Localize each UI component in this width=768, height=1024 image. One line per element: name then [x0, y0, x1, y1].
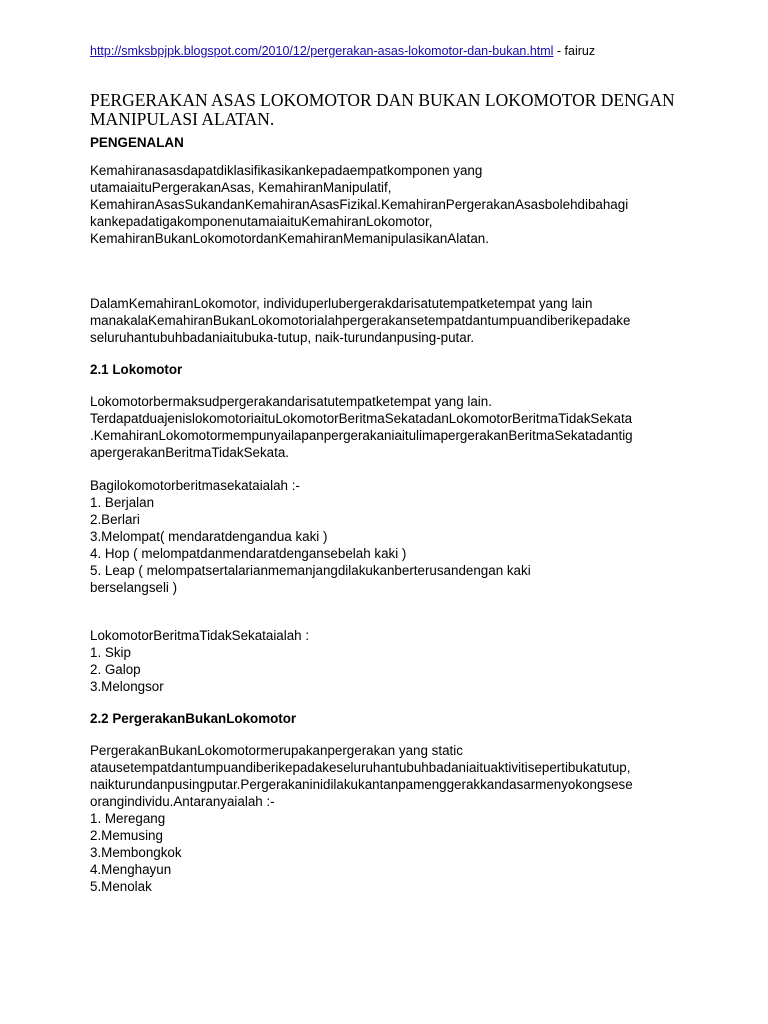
text-line: seluruhantubuhbadaniaitubuka-tutup, naik-turundanpusing-putar.	[90, 330, 475, 345]
text-line: utamaiaituPergerakanAsas, KemahiranManipulatif,	[90, 180, 392, 195]
section-2-heading: 2.2 PergerakanBukanLokomotor	[90, 711, 297, 726]
list-item: 3.Melompat( mendaratdengandua kaki )	[90, 529, 328, 544]
list-item: 2.Memusing	[90, 828, 163, 843]
text-line: .KemahiranLokomotormempunyailapanpergerakaniaitulimapergerakanBeritmaSekatadantig	[90, 428, 633, 443]
text-line: apergerakanBeritmaTidakSekata.	[90, 445, 289, 460]
intro-paragraph-1	[90, 162, 690, 247]
document-title: PERGERAKAN ASAS LOKOMOTOR DAN BUKAN LOKOMOTOR DENGAN MANIPULASI ALATAN.	[90, 90, 675, 129]
source-header	[90, 44, 595, 58]
list-item: 3.Membongkok	[90, 845, 182, 860]
author-label: - fairuz	[553, 44, 596, 58]
text-line: manakalaKemahiranBukanLokomotorialahpergerakansetempatdantumpuandiberikepadake	[90, 313, 631, 328]
list-item: 2. Galop	[90, 662, 141, 677]
list-item: 4. Hop ( melompatdanmendaratdengansebelah kaki )	[90, 546, 407, 561]
nonrhythmic-list	[90, 627, 690, 695]
list-intro: Bagilokomotorberitmasekataialah :-	[90, 478, 300, 493]
text-line: kankepadatigakomponenutamaiaituKemahiranLokomotor,	[90, 214, 433, 229]
text-line: naikturundanpusingputar.Pergerakaninidilakukantanpamenggerakkandasarmenyokongsese	[90, 777, 633, 792]
text-line: DalamKemahiranLokomotor, individuperlubergerakdarisatutempatketempat yang lain	[90, 296, 593, 311]
list-item: 5.Menolak	[90, 879, 152, 894]
text-line: atausetempatdantumpuandiberikepadakeseluruhantubuhbadaniaituaktivitisepertibukatutup,	[90, 760, 631, 775]
section-1-paragraph	[90, 393, 690, 461]
intro-paragraph-2	[90, 295, 690, 346]
section-1-heading: 2.1 Lokomotor	[90, 362, 183, 377]
source-link[interactable]: http://smksbpjpk.blogspot.com/2010/12/pergerakan-asas-lokomotor-dan-bukan.html	[90, 44, 554, 58]
list-item: 5. Leap ( melompatsertalarianmemanjangdilakukanberterusandengan kaki	[90, 563, 531, 578]
list-item: 4.Menghayun	[90, 862, 172, 877]
text-line: KemahiranAsasSukandanKemahiranAsasFizikal.KemahiranPergerakanAsasbolehdibahagi	[90, 197, 629, 212]
list-item: 1. Skip	[90, 645, 131, 660]
text-line: Lokomotorbermaksudpergerakandarisatutempatketempat yang lain.	[90, 394, 492, 409]
text-line: orangindividu.Antaranyaialah :-	[90, 794, 275, 809]
list-item: 2.Berlari	[90, 512, 140, 527]
text-line: Kemahiranasasdapatdiklasifikasikankepadaempatkomponen yang	[90, 163, 483, 178]
list-item: berselangseli )	[90, 580, 178, 595]
list-item: 1. Meregang	[90, 811, 166, 826]
rhythmic-list	[90, 477, 690, 596]
section-2-paragraph	[90, 742, 690, 895]
intro-heading: PENGENALAN	[90, 135, 184, 150]
list-item: 3.Melongsor	[90, 679, 164, 694]
text-line: PergerakanBukanLokomotormerupakanpergerakan yang static	[90, 743, 463, 758]
text-line: KemahiranBukanLokomotordanKemahiranMemanipulasikanAlatan.	[90, 231, 489, 246]
list-intro: LokomotorBeritmaTidakSekataialah :	[90, 628, 310, 643]
list-item: 1. Berjalan	[90, 495, 155, 510]
text-line: TerdapatduajenislokomotoriaituLokomotorBeritmaSekatadanLokomotorBeritmaTidakSekata	[90, 411, 633, 426]
